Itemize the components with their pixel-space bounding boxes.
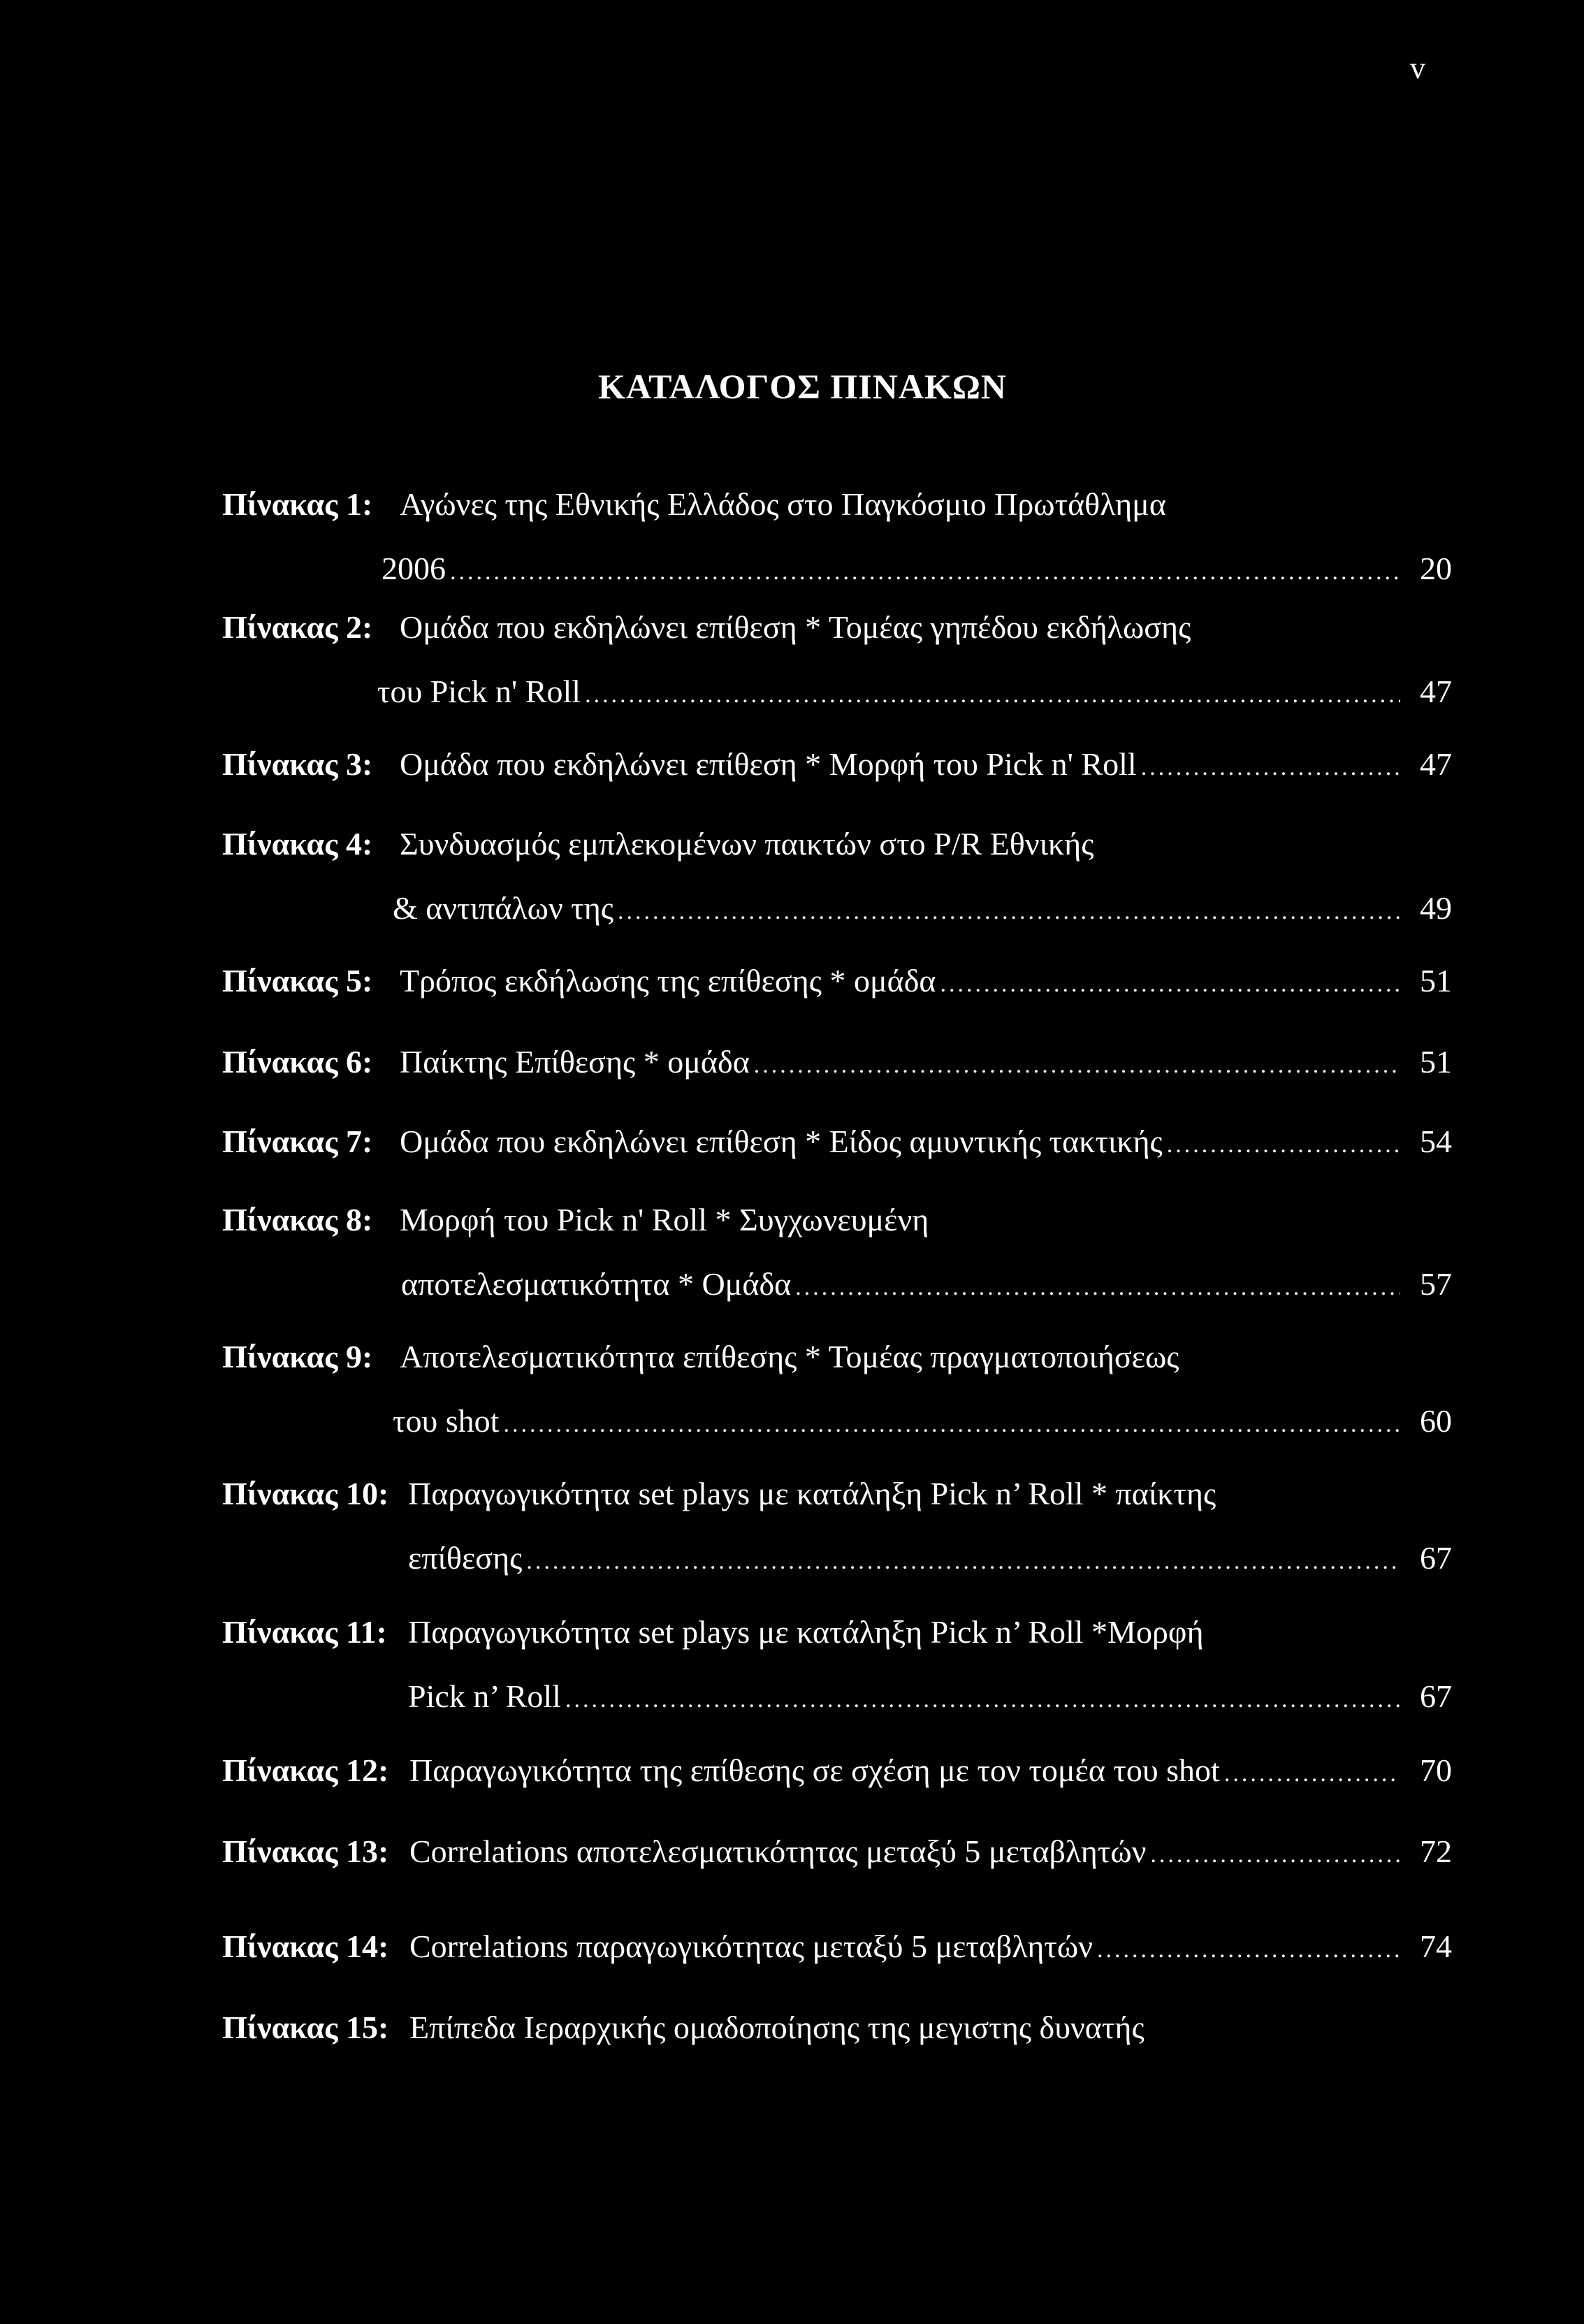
entry-page-number: 60: [1420, 1403, 1452, 1439]
entry-label: Πίνακας 15:: [222, 2010, 389, 2045]
entry-title: Παραγωγικότητα της επίθεσης σε σχέση με τον τομέα του shot: [409, 1752, 1220, 1788]
entry-title: Αγώνες της Εθνικής Ελλάδος στο Παγκόσμιο Πρωτάθλημα: [400, 486, 1166, 522]
entry-page-number: 57: [1420, 1266, 1452, 1302]
dot-leader: [1224, 1742, 1400, 1806]
toc-entry-13[interactable]: [222, 1820, 1452, 1884]
entry-label: Πίνακας 14:: [222, 1929, 389, 1964]
entry-title: Αποτελεσματικότητα επίθεσης * Τομέας πραγματοποιήσεως: [400, 1339, 1179, 1374]
entry-page-number: 72: [1420, 1833, 1452, 1869]
toc-entry-15[interactable]: [222, 1996, 1452, 2060]
page-number: v: [1410, 51, 1426, 85]
entry-title: Συνδυασμός εμπλεκομένων παικτών στο P/R Εθνικής: [400, 826, 1094, 862]
entry-title: Μορφή του Pick n' Roll * Συγχωνευμένη: [400, 1202, 929, 1237]
dot-leader: [1141, 736, 1400, 800]
entry-title: Ομάδα που εκδηλώνει επίθεση * Τομέας γηπέδου εκδήλωσης: [400, 609, 1191, 645]
entry-title: Παραγωγικότητα set plays με κατάληξη Pick n’ Roll *Μορφή: [408, 1614, 1204, 1650]
entry-title: Ομάδα που εκδηλώνει επίθεση * Μορφή του Pick n' Roll: [400, 746, 1137, 782]
entry-page-number: 51: [1420, 963, 1452, 998]
dot-leader: [618, 880, 1400, 944]
dot-leader: [754, 1033, 1400, 1098]
entry-title-continued: του Pick n' Roll: [377, 674, 581, 709]
toc-entry-2[interactable]: [222, 595, 1452, 724]
entry-page-number: 67: [1420, 1540, 1452, 1576]
dot-leader: [585, 663, 1400, 727]
toc-entry-7[interactable]: [222, 1110, 1452, 1174]
dot-leader: [503, 1393, 1400, 1457]
entry-label: Πίνακας 2:: [222, 609, 373, 645]
toc-entry-6[interactable]: [222, 1030, 1452, 1094]
entry-title-continued: αποτελεσματικότητα * Ομάδα: [401, 1266, 792, 1302]
entry-title-continued: του shot: [393, 1403, 500, 1439]
entry-title-continued: επίθεσης: [408, 1540, 523, 1576]
toc-entry-9[interactable]: [222, 1325, 1452, 1453]
entry-page-number: 47: [1420, 746, 1452, 782]
entry-page-number: 47: [1420, 674, 1452, 709]
toc-entry-5[interactable]: [222, 949, 1452, 1013]
dot-leader: [940, 952, 1401, 1017]
toc-entry-12[interactable]: [222, 1738, 1452, 1803]
entry-page-number: 70: [1420, 1752, 1452, 1788]
entry-label: Πίνακας 3:: [222, 746, 373, 782]
dot-leader: [795, 1256, 1400, 1320]
entry-label: Πίνακας 7:: [222, 1124, 373, 1159]
dot-leader: [1167, 1113, 1400, 1177]
entry-title: Παραγωγικότητα set plays με κατάληξη Pick n’ Roll * παίκτης: [408, 1476, 1216, 1511]
toc-entry-10[interactable]: [222, 1462, 1452, 1590]
entry-title: Ομάδα που εκδηλώνει επίθεση * Είδος αμυντικής τακτικής: [400, 1124, 1163, 1159]
dot-leader: [565, 1668, 1400, 1732]
entry-page-number: 67: [1420, 1678, 1452, 1714]
dot-leader: [1150, 1823, 1400, 1887]
entry-title: Επίπεδα Ιεραρχικής ομαδοποίησης της μεγιστης δυνατής: [409, 2010, 1145, 2045]
toc-entry-4[interactable]: [222, 812, 1452, 941]
entry-page-number: 20: [1420, 551, 1452, 586]
entry-page-number: 51: [1420, 1044, 1452, 1080]
entry-title-continued: & αντιπάλων της: [393, 890, 614, 926]
entry-label: Πίνακας 12:: [222, 1752, 389, 1788]
entry-page-number: 54: [1420, 1124, 1452, 1159]
entry-label: Πίνακας 4:: [222, 826, 373, 862]
entry-label: Πίνακας 11:: [222, 1614, 387, 1650]
entry-page-number: 74: [1420, 1929, 1452, 1964]
dot-leader: [1097, 1918, 1400, 1982]
entry-label: Πίνακας 6:: [222, 1044, 373, 1080]
entry-label: Πίνακας 13:: [222, 1833, 389, 1869]
entry-title: Τρόπος εκδήλωσης της επίθεσης * ομάδα: [400, 963, 936, 998]
entry-label: Πίνακας 5:: [222, 963, 373, 998]
entry-label: Πίνακας 10:: [222, 1476, 389, 1511]
toc-entry-3[interactable]: [222, 732, 1452, 797]
toc-entry-14[interactable]: [222, 1915, 1452, 1979]
entry-title: Correlations παραγωγικότητας μεταξύ 5 μεταβλητών: [409, 1929, 1093, 1964]
entry-label: Πίνακας 8:: [222, 1202, 373, 1237]
dot-leader: [526, 1530, 1400, 1594]
entry-title: Correlations αποτελεσματικότητας μεταξύ 5 μεταβλητών: [409, 1833, 1147, 1869]
entry-label: Πίνακας 1:: [222, 486, 373, 522]
toc-entry-11[interactable]: [222, 1600, 1452, 1729]
entry-label: Πίνακας 9:: [222, 1339, 373, 1374]
toc-entry-1[interactable]: [222, 472, 1452, 601]
page-title: ΚΑΤΑΛΟΓΟΣ ΠΙΝΑΚΩΝ: [597, 367, 1008, 406]
entry-title: Παίκτης Επίθεσης * ομάδα: [400, 1044, 750, 1080]
entry-page-number: 49: [1420, 890, 1452, 926]
entry-title-continued: 2006: [382, 551, 446, 586]
toc-entry-8[interactable]: [222, 1188, 1452, 1316]
entry-title-continued: Pick n’ Roll: [408, 1678, 561, 1714]
